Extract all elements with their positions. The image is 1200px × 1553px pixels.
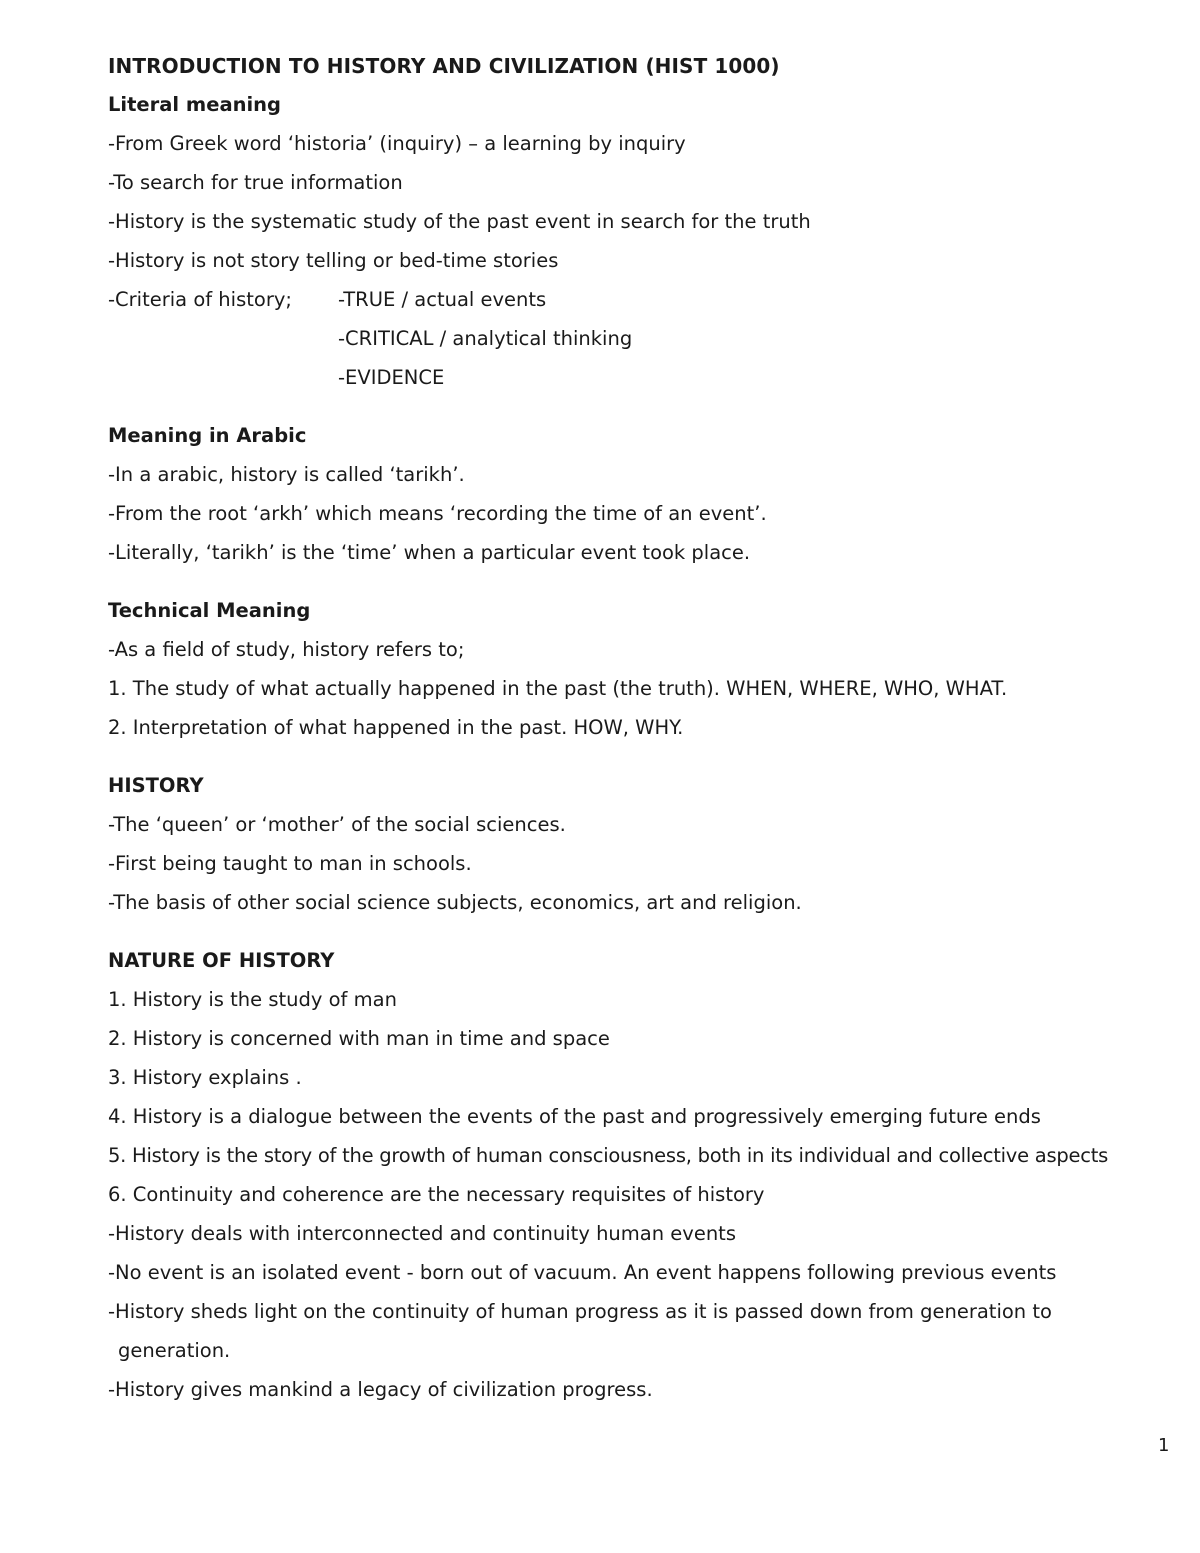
wrapped-line-continuation: generation.	[118, 1339, 231, 1362]
history-line: -The basis of other social science subjects, economics, art and religion.	[108, 891, 802, 914]
arabic-line: -From the root ‘arkh’ which means ‘recording the time of an event’.	[108, 502, 767, 525]
arabic-line: -In a arabic, history is called ‘tarikh’.	[108, 463, 465, 486]
nature-line: 6. Continuity and coherence are the necessary requisites of history	[108, 1183, 765, 1206]
document-page	[108, 52, 1168, 1415]
literal-line: -To search for true information	[108, 171, 403, 194]
nature-line: 1. History is the study of man	[108, 988, 397, 1011]
technical-line: 1. The study of what actually happened in the past (the truth). WHEN, WHERE, WHO, WHAT.	[108, 677, 1008, 700]
nature-line: -History gives mankind a legacy of civilization progress.	[108, 1378, 653, 1401]
criteria-row	[108, 286, 1168, 314]
nature-wrapped-line	[108, 1298, 1168, 1365]
arabic-meaning-heading: Meaning in Arabic	[108, 424, 307, 447]
criteria-item: -EVIDENCE	[338, 366, 445, 389]
nature-line: -No event is an isolated event - born out of vacuum. An event happens following previous events	[108, 1261, 1057, 1284]
history-heading: HISTORY	[108, 774, 204, 797]
criteria-label: -Criteria of history;	[108, 288, 292, 311]
technical-meaning-heading: Technical Meaning	[108, 599, 311, 622]
nature-line: 2. History is concerned with man in time and space	[108, 1027, 610, 1050]
page-number: 1	[1158, 1435, 1170, 1456]
technical-line: -As a field of study, history refers to;	[108, 638, 465, 661]
wrapped-line-first: -History sheds light on the continuity of human progress as it is passed down from generation to	[108, 1300, 1052, 1323]
section-gap	[108, 928, 1168, 947]
technical-line: 2. Interpretation of what happened in the past. HOW, WHY.	[108, 716, 684, 739]
arabic-line: -Literally, ‘tarikh’ is the ‘time’ when a particular event took place.	[108, 541, 751, 564]
nature-of-history-heading: NATURE OF HISTORY	[108, 949, 335, 972]
criteria-item: -CRITICAL / analytical thinking	[338, 327, 633, 350]
literal-meaning-heading: Literal meaning	[108, 93, 282, 116]
literal-line: -History is not story telling or bed-time stories	[108, 249, 559, 272]
nature-line: 4. History is a dialogue between the events of the past and progressively emerging future ends	[108, 1105, 1041, 1128]
criteria-item: -TRUE / actual events	[338, 288, 547, 311]
literal-line: -From Greek word ‘historia’ (inquiry) – a learning by inquiry	[108, 132, 686, 155]
literal-line: -History is the systematic study of the past event in search for the truth	[108, 210, 811, 233]
history-line: -First being taught to man in schools.	[108, 852, 472, 875]
nature-line: 5. History is the story of the growth of human consciousness, both in its individual and collective aspects	[108, 1144, 1109, 1167]
history-line: -The ‘queen’ or ‘mother’ of the social sciences.	[108, 813, 566, 836]
nature-line: 3. History explains .	[108, 1066, 302, 1089]
nature-line: -History deals with interconnected and continuity human events	[108, 1222, 736, 1245]
document-title: INTRODUCTION TO HISTORY AND CIVILIZATION (HIST 1000)	[108, 54, 780, 78]
section-gap	[108, 753, 1168, 772]
section-gap	[108, 578, 1168, 597]
section-gap	[108, 403, 1168, 422]
